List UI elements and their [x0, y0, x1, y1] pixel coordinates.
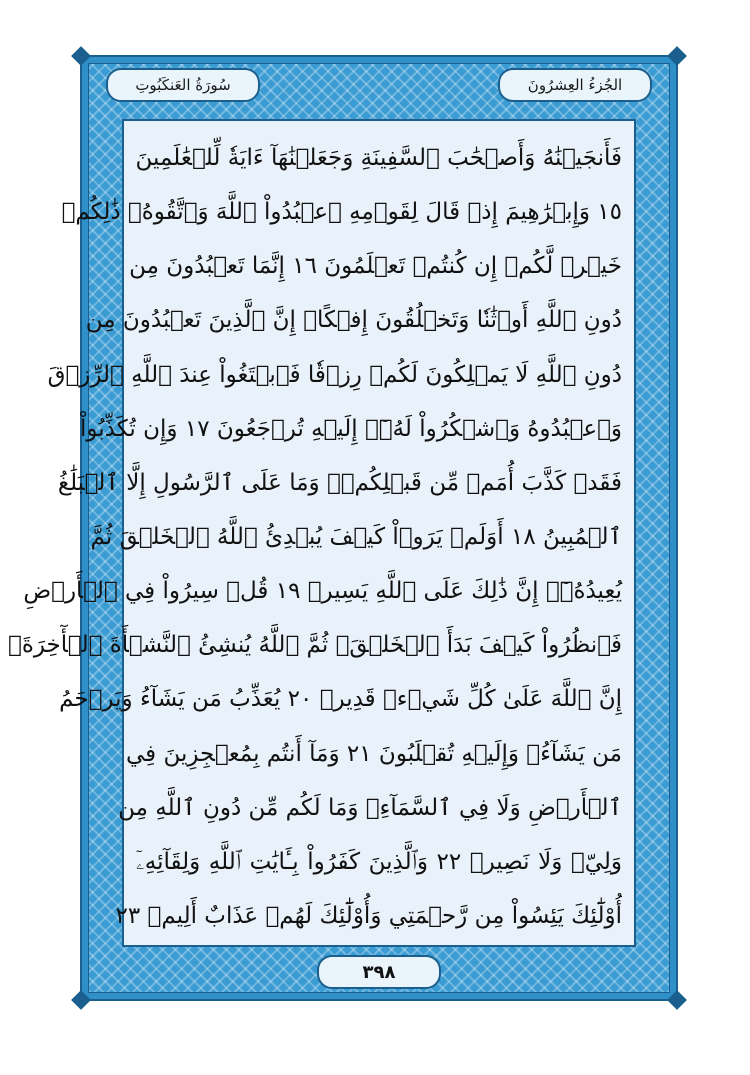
- verse-line: فَقَدۡ كَذَّبَ أُمَمٞ مِّن قَبۡلِكُمۡۖ وَمَا عَلَى ٱلرَّسُولِ إِلَّا ٱلۡبَلَٰغُ: [57, 469, 622, 496]
- verse-line: إِنَّ ٱللَّهَ عَلَىٰ كُلِّ شَيۡءٖ قَدِيرٞ ٢٠ يُعَذِّبُ مَن يَشَآءُ وَيَرۡحَمُ: [59, 686, 622, 713]
- verse-line: أُوْلَٰٓئِكَ يَئِسُواْ مِن رَّحۡمَتِي وَأُوْلَٰٓئِكَ لَهُمۡ عَذَابٌ أَلِيمٞ ٢٣: [115, 902, 622, 929]
- corner-ornament-icon: [667, 990, 687, 1010]
- page-frame: [8, 55, 678, 1001]
- verse-line: مَن يَشَآءُۖ وَإِلَيۡهِ تُقۡلَبُونَ ٢١ وَمَآ أَنتُم بِمُعۡجِزِينَ فِي: [125, 740, 622, 767]
- verse-lines: [8, 139, 634, 935]
- juz-name: الجُزءُ العِشرُونَ: [498, 68, 652, 102]
- verse-panel: [8, 119, 636, 947]
- verse-line: دُونِ ٱللَّهِ لَا يَمۡلِكُونَ لَكُمۡ رِزۡقٗا فَٱبۡتَغُواْ عِندَ ٱللَّهِ ٱلرِّزۡقَ: [47, 361, 622, 388]
- page-number: ٣٩٨: [317, 955, 441, 989]
- corner-ornament-icon: [71, 990, 91, 1010]
- page-header: [106, 67, 652, 103]
- surah-name: سُورَةُ العَنكَبُوتِ: [106, 68, 260, 102]
- verse-line: وَٱعۡبُدُوهُ وَٱشۡكُرُواْ لَهُۥٓۖ إِلَيۡهِ تُرۡجَعُونَ ١٧ وَإِن تُكَذِّبُواْ: [79, 415, 622, 442]
- verse-line: وَلِيّٖ وَلَا نَصِيرٖ ٢٢ وَٱلَّذِينَ كَفَرُواْ بِـَٔايَٰتِ ٱللَّهِ وَلِقَآئِهِۦٓ: [136, 848, 622, 875]
- verse-line: خَيۡرٞ لَّكُمۡ إِن كُنتُمۡ تَعۡلَمُونَ ١٦ إِنَّمَا تَعۡبُدُونَ مِن: [129, 253, 622, 280]
- verse-line: فَأَنجَيۡنَٰهُ وَأَصۡحَٰبَ ٱلسَّفِينَةِ وَجَعَلۡنَٰهَآ ءَايَةٗ لِّلۡعَٰلَمِينَ: [135, 145, 622, 171]
- corner-ornament-icon: [667, 46, 687, 66]
- verse-line: ١٥ وَإِبۡرَٰهِيمَ إِذۡ قَالَ لِقَوۡمِهِ ٱعۡبُدُواْ ٱللَّهَ وَٱتَّقُوهُۖ ذَٰلِكُمۡ: [61, 199, 622, 226]
- verse-line: يُعِيدُهُۥٓۚ إِنَّ ذَٰلِكَ عَلَى ٱللَّهِ يَسِيرٞ ١٩ قُلۡ سِيرُواْ فِي ٱلۡأَرۡضِ: [23, 578, 622, 605]
- verse-line: دُونِ ٱللَّهِ أَوۡثَٰنٗا وَتَخۡلُقُونَ إِفۡكًاۚ إِنَّ ٱلَّذِينَ تَعۡبُدُونَ مِن: [85, 307, 622, 334]
- verse-line: ٱلۡمُبِينُ ١٨ أَوَلَمۡ يَرَوۡاْ كَيۡفَ يُبۡدِئُ ٱللَّهُ ٱلۡخَلۡقَ ثُمَّ: [90, 523, 622, 550]
- verse-line: فَٱنظُرُواْ كَيۡفَ بَدَأَ ٱلۡخَلۡقَۚ ثُمَّ ٱللَّهُ يُنشِئُ ٱلنَّشۡأَةَ ٱلۡأٓخِرَةَۚ: [8, 632, 622, 659]
- verse-line: ٱلۡأَرۡضِ وَلَا فِي ٱلسَّمَآءِۖ وَمَا لَكُم مِّن دُونِ ٱللَّهِ مِن: [118, 794, 622, 821]
